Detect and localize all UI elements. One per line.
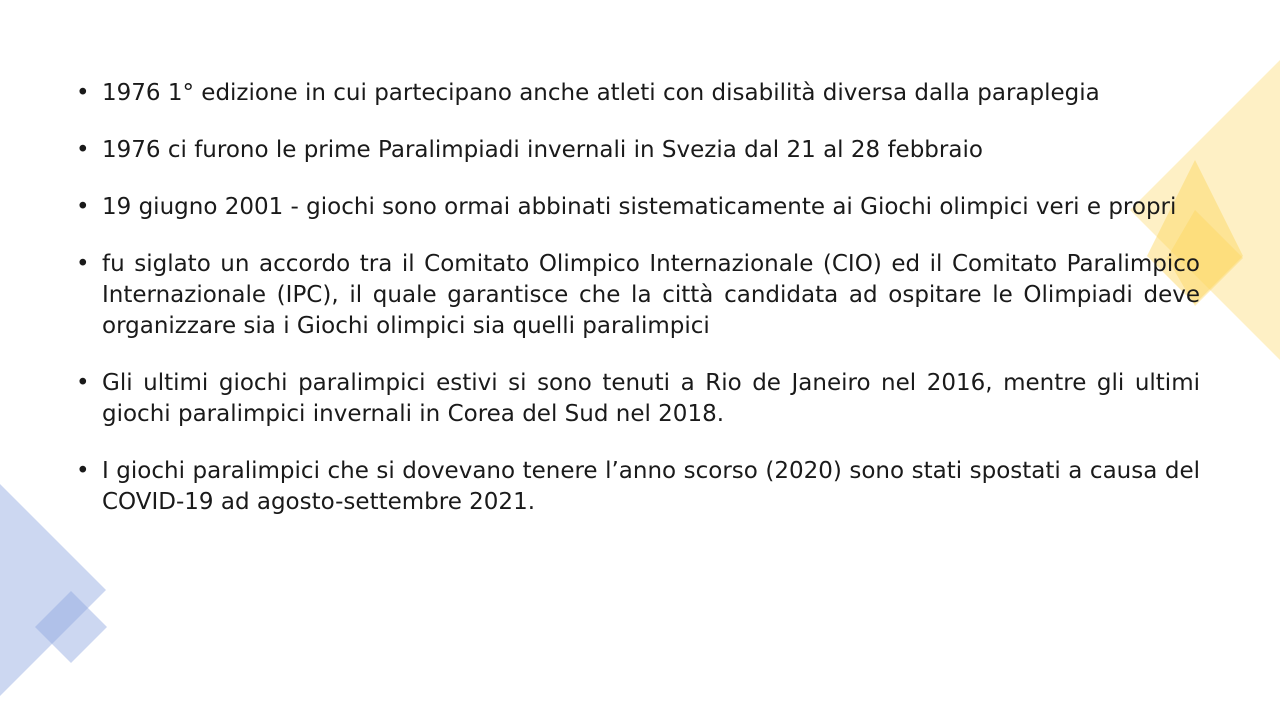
bullet-symbol: • bbox=[76, 194, 90, 220]
bullet-text: I giochi paralimpici che si dovevano tenere l’anno scorso (2020) sono stati spostati a causa del COVID-19 ad agosto-settembre 2021. bbox=[102, 458, 1200, 515]
bullet-text: 1976 1° edizione in cui partecipano anche atleti con disabilità diversa dalla paraplegia bbox=[102, 80, 1100, 106]
bullet-symbol: • bbox=[76, 370, 90, 396]
list-item bbox=[74, 368, 1200, 430]
bullet-symbol: • bbox=[76, 251, 90, 277]
bullet-text: 1976 ci furono le prime Paralimpiadi invernali in Svezia dal 21 al 28 febbraio bbox=[102, 137, 983, 163]
list-item bbox=[74, 135, 1200, 166]
list-item bbox=[74, 192, 1200, 223]
list-item bbox=[74, 78, 1200, 109]
bullet-symbol: • bbox=[76, 458, 90, 484]
bullet-list bbox=[74, 78, 1200, 544]
bullet-symbol: • bbox=[76, 137, 90, 163]
bullet-text: 19 giugno 2001 - giochi sono ormai abbinati sistematicamente ai Giochi olimpici veri e propri bbox=[102, 194, 1177, 220]
bullet-text: Gli ultimi giochi paralimpici estivi si sono tenuti a Rio de Janeiro nel 2016, mentre gli ultimi giochi paralimpici invernali in Corea del Sud nel 2018. bbox=[102, 370, 1200, 427]
list-item bbox=[74, 249, 1200, 342]
bullet-text: fu siglato un accordo tra il Comitato Olimpico Internazionale (CIO) ed il Comitato Paralimpico Internazionale (IPC), il quale garantisce che la città candidata ad ospitare le Olimpiadi deve organizzare sia i Giochi olimpici sia quelli paralimpici bbox=[102, 251, 1200, 339]
bullet-symbol: • bbox=[76, 80, 90, 106]
list-item bbox=[74, 456, 1200, 518]
